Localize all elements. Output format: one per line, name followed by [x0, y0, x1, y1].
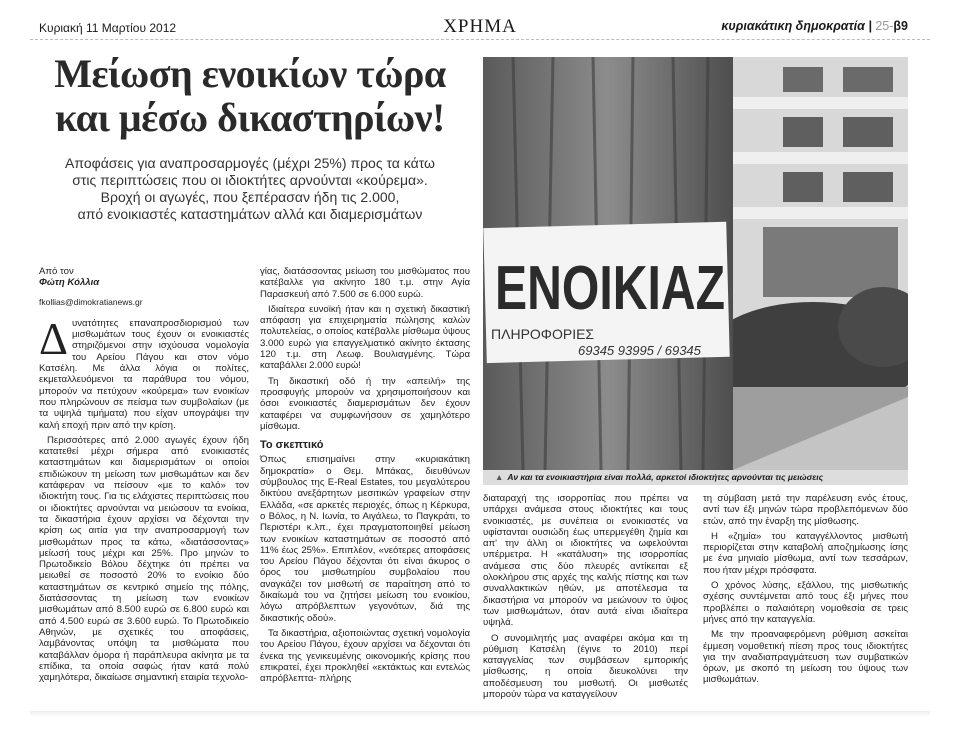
sign-text: ΕΝΟΙΚΙΑΖ [495, 254, 725, 323]
subhead-line: από ενοικιαστές καταστημάτων αλλά και διαμερισμάτων [77, 206, 423, 222]
page-number: β9 [893, 19, 908, 33]
author-email: fkollias@dimokratianews.gr [39, 296, 143, 307]
drop-cap: Δ [39, 313, 68, 364]
page-bottom-edge [30, 711, 930, 717]
paragraph [39, 313, 249, 431]
sign-info-label: ΠΛΗΡΟΦΟΡΙΕΣ [491, 326, 595, 342]
article-column-1 [39, 266, 249, 687]
byline [39, 266, 249, 289]
paragraph: Περισσότερες από 2.000 αγωγές έχουν ήδη κατατεθεί μέχρι σήμερα από ενοικιαστές καταστημάτων και διαμερισμάτων οι οποίοι επιδιώκουν τη μείωση των μισθωμάτων και δεν κατάφεραν να πείσουν «με το καλό» τον ιδιοκτήτη τους. Για τις ελάχιστες περιπτώσεις που οι ιδιοκτήτες αρνούνται να μειώσουν τα ενοίκια, τα δικαστήρια έχουν αρχίσει να δέχονται την κρίση ως αιτία για την αναπροσαρμογή των μισθωμάτων προς τα κάτω, «διατάσσοντας» μείωσή τους μέχρι και 25%. Προ μηνών το Πρωτοδικείο Βόλου δέχτηκε ότι πρέπει να μειωθεί σε ποσοστό 20% το ενοίκιο δύο καταστημάτων σε κεντρικό σημείο της πόλης, διατάσσοντας τη μείωση των ενοικίων μισθωμάτων από 8.500 ευρώ σε 6.800 ευρώ και από 4.500 ευρώ σε 3.600 ευρώ. Το Πρωτοδικείο Αθηνών, με σχετικές του αποφάσεις, λαμβάνοντας υπόψη τα μισθώματα που καταβάλλαν όμορα ή παράπλευρα ακίνητα με τα επίδικα, τα οποία σαφώς ήταν κατά πολύ χαμηλότερα, δικαίωσε σημαντική εταιρία τεχνολο- [39, 434, 249, 684]
caption-triangle-icon: ▲ [495, 472, 504, 482]
article-column-2 [260, 266, 470, 688]
paragraph: Όπως επισημαίνει στην «κυριακάτικη δημοκρατία» ο Θεμ. Μπάκας, διευθύνων σύμβουλος της E-Real Estates, του μεγαλύτερου δικτύου ανεξάρτητων μεσιτικών γραφείων στην Ελλάδα, «σε αρκετές περιοχές, όπως η Κέρκυρα, ο Βόλος, η Ν. Ιωνία, το Αιγάλεω, το Παγκράτι, το Περιστέρι κ.λπ., έχει πραγματοποιηθεί μείωση των ενοικίων καταστημάτων σε ποσοστό από 11% έως 25%». Επιπλέον, «νεότερες αποφάσεις του Αρείου Πάγου δέχονται ότι είναι άκυρος ο όρος του μισθωτηρίου συμβολαίου που αναγκάζει τον μισθωτή σε παραίτηση από το δικαίωμά του να ζητήσει μείωση του ενοικίου, λόγω απρόβλεπτων γεγονότων, διά της δικαστικής οδού». [260, 454, 470, 624]
byline-author: Φώτη Κόλλια [39, 277, 100, 289]
page-separator: | [868, 19, 872, 33]
paragraph: τη σύμβαση μετά την παρέλευση ενός έτους, αντί των έξι μηνών τώρα προβλεπόμενων δύο ετών, από την έναρξη της μίσθωσης. [703, 493, 908, 527]
issue-date: Κυριακή 11 Μαρτίου 2012 [39, 21, 177, 35]
paragraph: Ο συνομιλητής μας αναφέρει ακόμα και τη ρύθμιση Κατσέλη (έγινε το 2010) περί καταγγελίας των συμβάσεων εμπορικής μίσθωσης, η οποία διευκολύνει την αποδέσμευση του μισθωτή. Οι μισθωτές μπορούν τώρα να καταγγείλουν [483, 632, 688, 701]
article-column-4 [703, 493, 908, 690]
subhead-line: Αποφάσεις για αναπροσαρμογές (μέχρι 25%) προς τα κάτω [65, 155, 435, 171]
section-heading: Το σκεπτικό [260, 439, 324, 452]
caption-text: Αν και τα ενοικιαστήρια είναι πολλά, αρκετοί ιδιοκτήτες αρνούνται τις μειώσεις [507, 472, 824, 482]
paragraph: Με την προαναφερόμενη ρύθμιση ασκείται έμμεση νομοθετική πίεση προς τους ιδιοκτήτες για την αναδιαπραγμάτευση των συμβατικών όρων, με σκοπό τη μείωση του ύψους των μισθωμάτων. [703, 629, 908, 686]
subhead-line: στις περιπτώσεις που οι ιδιοκτήτες αρνούνται «κούρεμα». [72, 172, 428, 188]
photo-caption [483, 470, 908, 485]
paragraph: γίας, διατάσσοντας μείωση του μισθώματος που κατέβαλλε για ακίνητο 180 τ.μ. στην Αγία Παρασκευή από 7.500 σε 6.000 ευρώ. [260, 266, 470, 300]
page-number-faded: 25- [875, 19, 894, 33]
paragraph: Η «ζημία» του καταγγέλλοντος μισθωτή περιορίζεται στην καταβολή αποζημίωσης ίσης με ένα μηνιαίο μίσθωμα, αντί των τεσσάρων, που ήταν μέχρι πρόσφατα. [703, 530, 908, 576]
article-column-3 [483, 493, 688, 704]
article-photo [483, 57, 908, 470]
headline-line-1: Μείωση ενοικίων τώρα [54, 51, 446, 96]
headline-line-2: και μέσω δικαστηρίων! [55, 95, 445, 140]
byline-prefix: Από τον [39, 266, 74, 277]
paragraph: διαταραχή της ισορροπίας που πρέπει να υπάρχει ανάμεσα στους ιδιοκτήτες και τους ενοικιαστές, με συνέπεια οι ενοικιαστές να υφίστανται ουσιώδη έως υπερμεγέθη ζημία και απ' την άλλη οι ιδιοκτήτες να ωφελούνται υπέρμετρα. Η «κατάλυση» της ισορροπίας ανάμεσα στις δύο πλευρές αντίκειται εξ ολοκλήρου στις αρχές της καλής πίστης και των συναλλακτικών ηθών, με αποτέλεσμα τα δικαστήρια να μπορούν να μειώνουν το ύψος των μισθωμάτων, όταν αυτά είναι ιδιαίτερα υψηλά. [483, 493, 688, 629]
newspaper-masthead [721, 19, 908, 33]
paragraph: Ο χρόνος λύσης, εξάλλου, της μισθωτικής σχέσης συντέμνεται από τους έξι μήνες που προβλέπει ο παλαιότερη νομοθεσία σε τρεις μήνες από την καταγγελία. [703, 580, 908, 625]
paragraph: Τη δικαστική οδό ή την «απειλή» της προσφυγής μπορούν να χρησιμοποιήσουν και όσοι ενοικιαστές διαμερισμάτων δεν έχουν καταφέρει να συμφωνήσουν σε χαμηλότερο μίσθωμα. [260, 375, 470, 432]
article-subheadline [40, 155, 460, 223]
subhead-line: Βροχή οι αγωγές, που ξεπέρασαν ήδη τις 2.000, [100, 189, 400, 205]
sign-phone: 69345 93995 / 69345 [578, 343, 701, 358]
section-title: ΧΡΗΜΑ [443, 16, 517, 37]
header-rule [30, 39, 930, 40]
paragraph-text: υνατότητες επαναπροσδιορισμού των μισθωμάτων τους έχουν οι ενοικιαστές στηριζόμενοι στην ισχύουσα νομολογία του Αρείου Πάγου και στον νόμο Κατσέλη. Με άλλα λόγια οι πολίτες, εκμεταλλευόμενοι τα παράθυρα του νόμου, μπορούν να πετύχουν «κούρεμα» των ενοικίων που πληρώνουν σε πείσμα των συμβολαίων (με τα υψηλά τιμήματα) που είχαν υπογράψει την καλή εποχή πριν από την κρίση. [39, 317, 249, 431]
rental-sign-photo [483, 57, 908, 470]
paragraph: Ιδιαίτερα ευνοϊκή ήταν και η σχετική δικαστική απόφαση για επιχειρηματία πώλησης καλών πολυτελείας, ο οποίος κατέβαλλε μίσθωμα ύψους 3.000 ευρώ για επαγγελματικό ακίνητο έκτασης 120 τ.μ. στη Λεωφ. Βουλιαγμένης. Τώρα καταβάλλει 2.000 ευρώ! [260, 303, 470, 372]
paragraph: Τα δικαστήρια, αξιοποιώντας σχετική νομολογία του Αρείου Πάγου, έχουν αρχίσει να δέχονται ότι ένεκα της γενικευμένης οικονομικής κρίσης που επικρατεί, έχει προκληθεί «εκτάκτως και εντελώς απρόβλεπτα- πλήρης [260, 627, 470, 685]
newspaper-name: κυριακάτικη δημοκρατία [721, 19, 865, 33]
article-headline [20, 52, 480, 140]
